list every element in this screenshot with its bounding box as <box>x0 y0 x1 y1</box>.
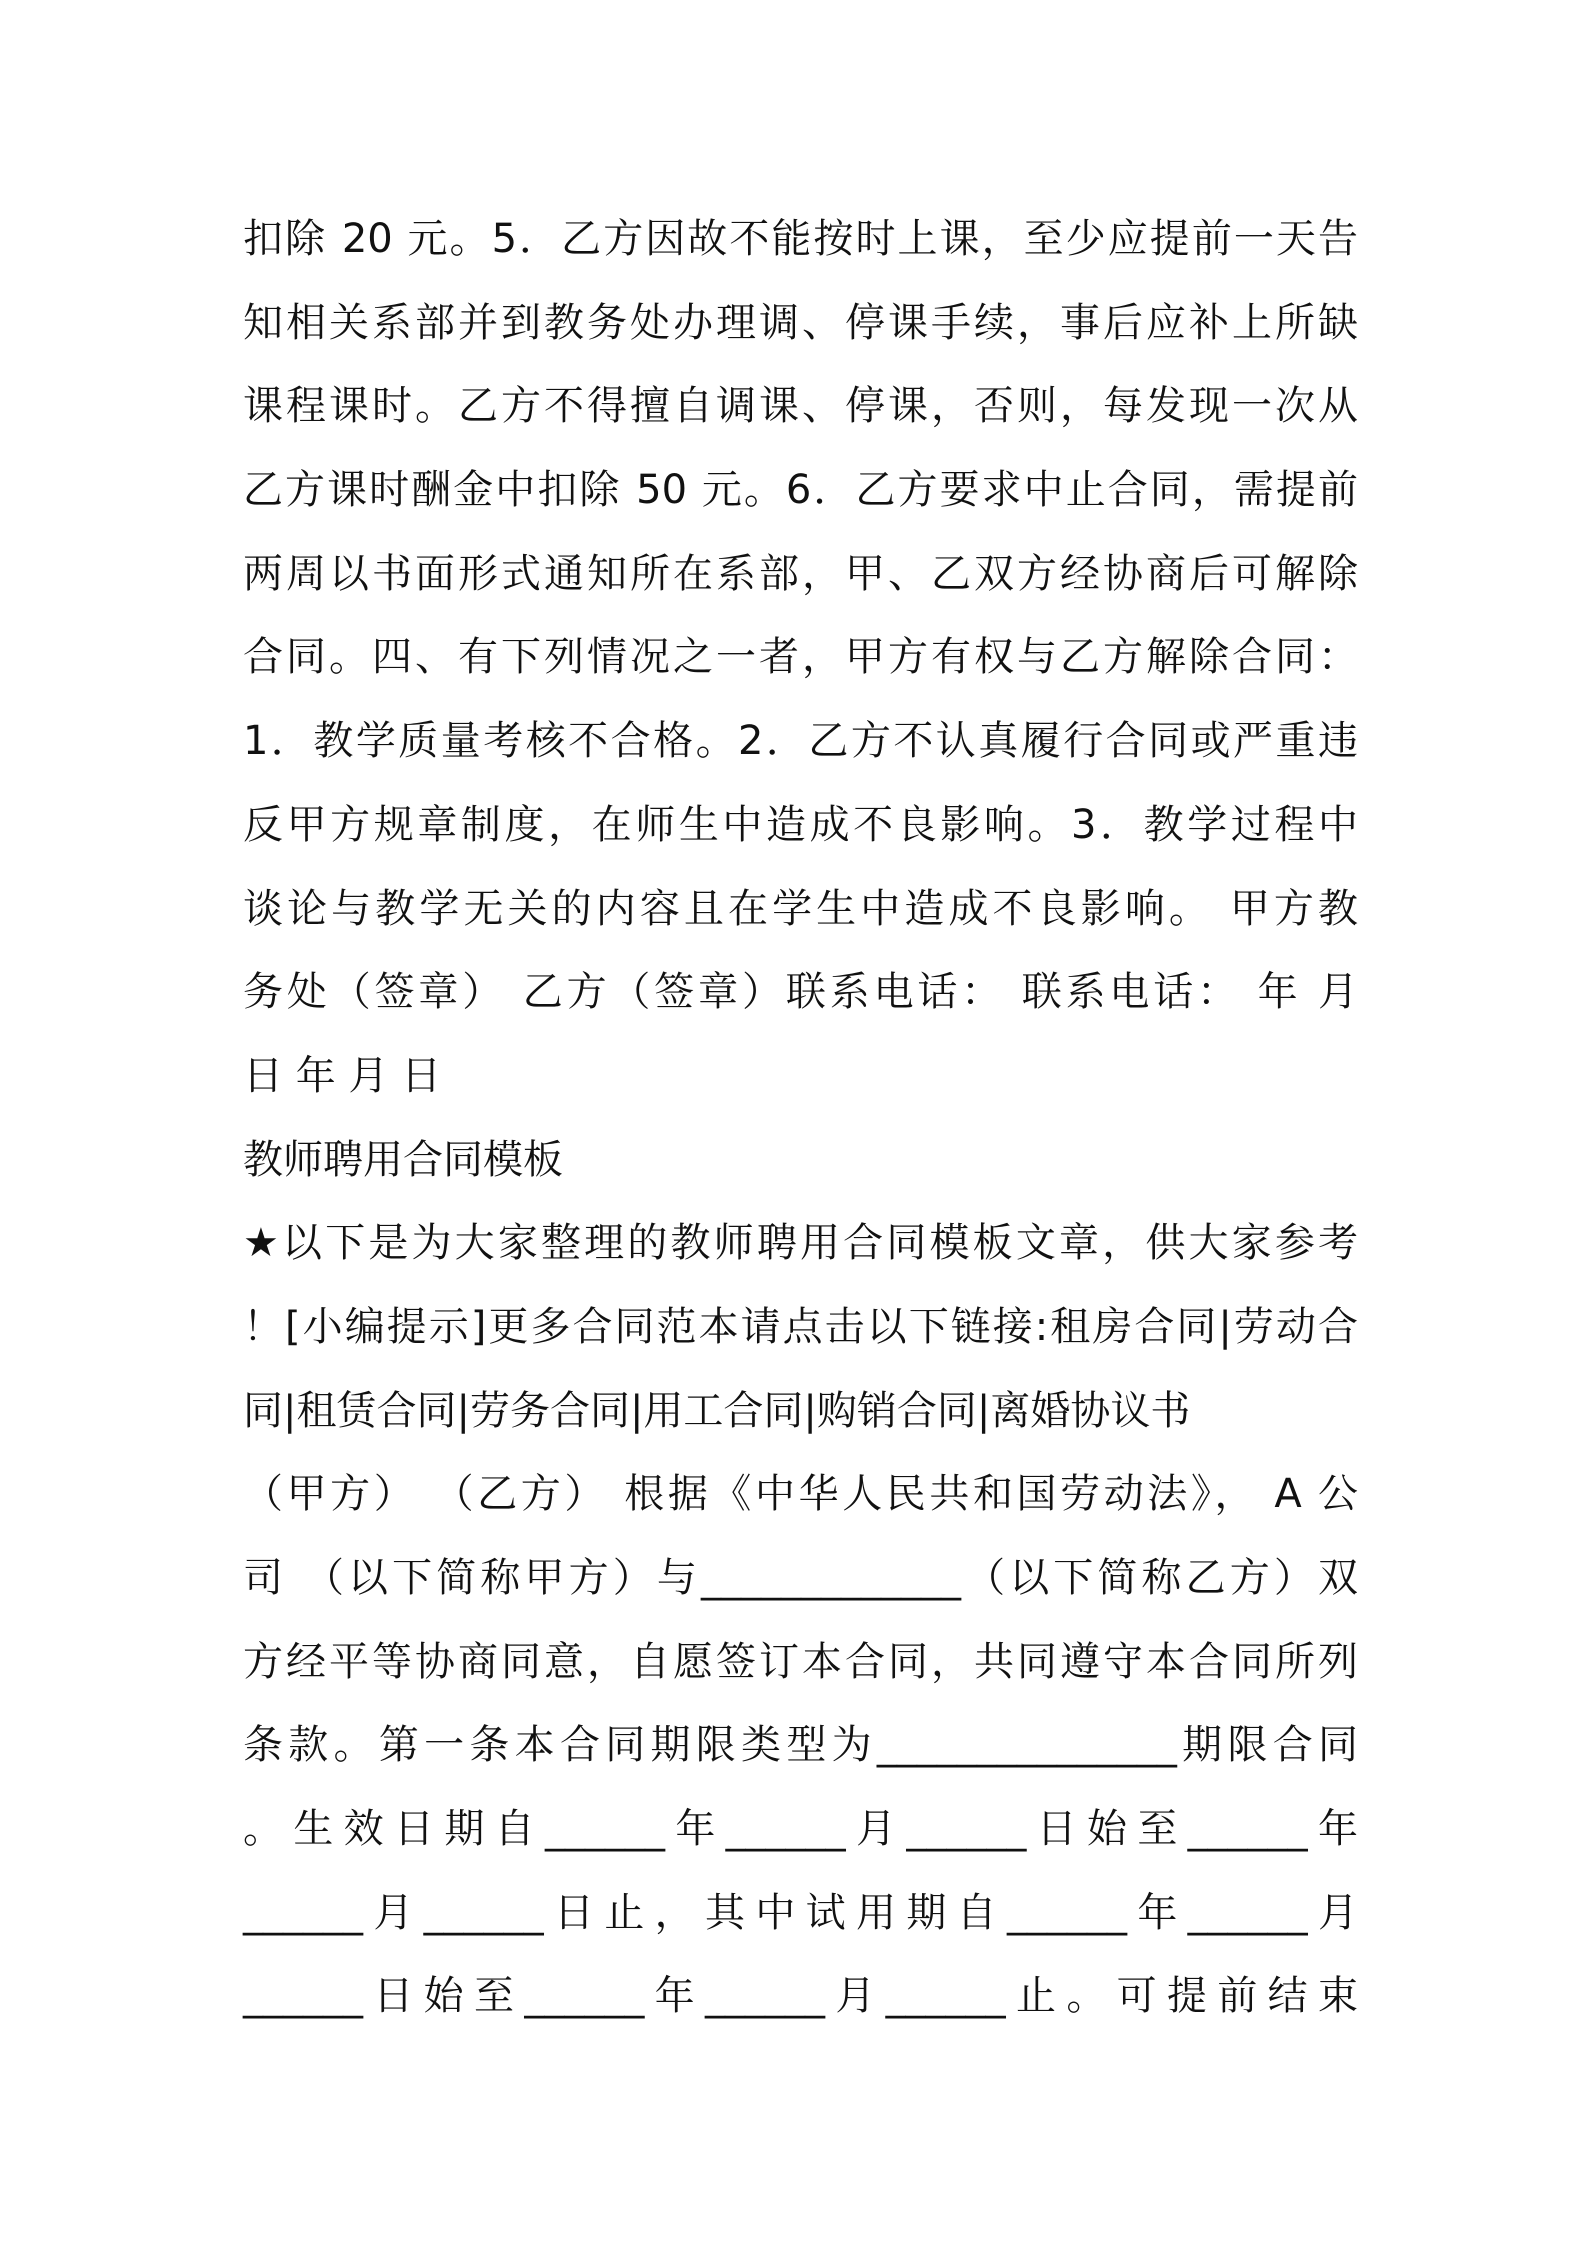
text-line: 合同。四、有下列情况之一者，甲方有权与乙方解除合同： <box>243 634 1358 681</box>
text-line: 两周以书面形式通知所在系部，甲、乙双方经协商后可解除 <box>243 550 1358 597</box>
section-title: 教师聘用合同模板 <box>243 1136 563 1183</box>
text-line: 。生效日期自______年______月______日始至______年 <box>243 1806 1358 1853</box>
text-line: 1．教学质量考核不合格。2．乙方不认真履行合同或严重违 <box>243 718 1358 765</box>
text-line: 谈论与教学无关的内容且在学生中造成不良影响。 甲方教 <box>243 885 1358 932</box>
text-line: 乙方课时酬金中扣除 50 元。6．乙方要求中止合同，需提前 <box>243 467 1358 514</box>
text-line: 同|租赁合同|劳务合同|用工合同|购销合同|离婚协议书 <box>243 1387 1191 1434</box>
text-line: ______日始至______年______月______止。可提前结束 <box>243 1973 1358 2020</box>
text-line: 反甲方规章制度，在师生中造成不良影响。3．教学过程中 <box>243 801 1358 848</box>
text-line: 条款。第一条本合同期限类型为_______________期限合同 <box>243 1722 1358 1769</box>
text-line: （甲方） （乙方） 根据《中华人民共和国劳动法》， A 公 <box>243 1471 1358 1518</box>
text-line: ！[小编提示]更多合同范本请点击以下链接:租房合同|劳动合 <box>243 1303 1358 1350</box>
text-line: ★以下是为大家整理的教师聘用合同模板文章，供大家参考 <box>243 1220 1358 1267</box>
text-line: 方经平等协商同意，自愿签订本合同，共同遵守本合同所列 <box>243 1638 1358 1685</box>
text-line: 日 年 月 日 <box>243 1052 442 1099</box>
text-line: 司 （以下简称甲方）与_____________（以下简称乙方）双 <box>243 1555 1358 1601</box>
text-line: ______月______日止，其中试用期自______年______月 <box>243 1889 1358 1936</box>
text-line: 务处（签章） 乙方（签章）联系电话： 联系电话： 年 月 <box>243 969 1358 1016</box>
text-line: 课程课时。乙方不得擅自调课、停课，否则，每发现一次从 <box>243 383 1358 430</box>
document-body <box>243 198 1358 2039</box>
text-line: 知相关系部并到教务处办理调、停课手续，事后应补上所缺 <box>243 299 1358 346</box>
text-line: 扣除 20 元。5．乙方因故不能按时上课，至少应提前一天告 <box>243 216 1358 262</box>
